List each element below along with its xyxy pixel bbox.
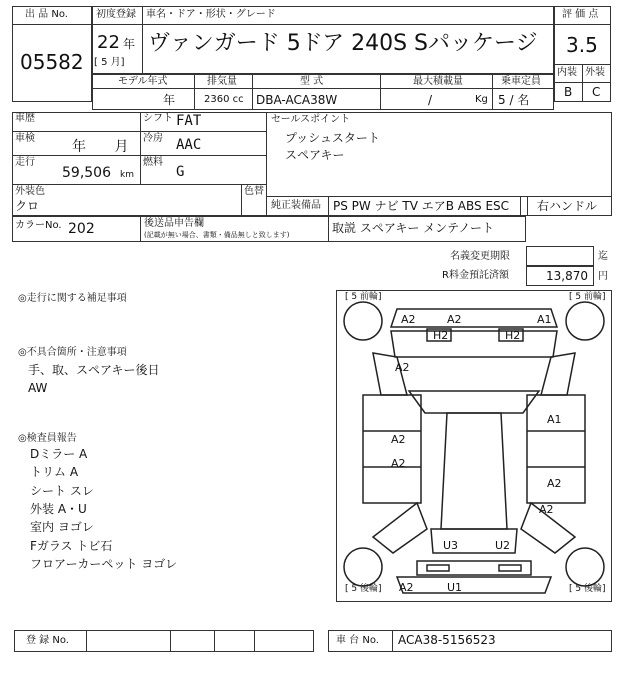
defect-1: 手、取、スペアキー後日: [28, 363, 160, 377]
type-label: 型 式: [300, 76, 324, 87]
mark-front-bumper-center: A2: [447, 313, 462, 326]
max-load-unit: Kg: [475, 94, 488, 105]
color-no-label: カラーNo.: [15, 220, 62, 231]
mark-headlight-right: H2: [505, 329, 521, 342]
mark-front-bumper-right: A1: [537, 313, 552, 326]
inspector-item-7: フロアーカーペット ヨゴレ: [30, 557, 178, 571]
shift-value: FAT: [176, 113, 202, 129]
max-load: /: [428, 93, 433, 107]
shift-label: シフト: [143, 113, 173, 124]
tire-front-left-label: [ 5 前輪]: [345, 292, 382, 302]
exterior-color-label: 外装色: [15, 186, 45, 197]
mark-rear-door-left: A2: [391, 457, 406, 470]
tire-front-right-label: [ 5 前輪]: [569, 292, 606, 302]
mileage-label: 走行: [15, 157, 35, 168]
mark-rear-glass-right: U2: [495, 539, 511, 552]
docs-value: 取説 スペアキー メンテノート: [332, 221, 494, 235]
name-change-field: [526, 246, 594, 266]
lot-number-label: 出 品 No.: [25, 9, 68, 20]
inspector-item-2: トリム A: [30, 465, 79, 479]
name-change-unit: 迄: [598, 251, 608, 262]
inspector-item-1: Dミラー A: [30, 447, 88, 461]
equipment-list: PS PW ナビ TV エアB ABS ESC: [333, 199, 510, 213]
registration-year: 22: [97, 32, 120, 53]
car-outline-svg: [337, 291, 611, 601]
displacement-label: 排気量: [207, 76, 237, 87]
interior-grade: B: [564, 85, 573, 99]
model-code: DBA-ACA38W: [256, 93, 338, 107]
model-year-unit: 年: [163, 93, 176, 107]
registration-no-label: 登 録 No.: [26, 635, 69, 646]
driving-notes-label: ◎走行に関する補足事項: [18, 293, 127, 304]
mark-front-bumper-left: A2: [401, 313, 416, 326]
mark-rear-fender-right: A2: [539, 503, 554, 516]
score-label: 評 価 点: [562, 9, 599, 20]
defect-2: AW: [28, 381, 48, 395]
registration-year-unit: 年: [123, 37, 136, 51]
ac-label: 冷房: [143, 133, 163, 144]
inspector-item-6: Fガラス トビ石: [30, 539, 113, 553]
damage-diagram: [336, 290, 612, 602]
recolor-label: 色替: [244, 186, 264, 197]
fuel-label: 燃料: [143, 157, 163, 168]
max-load-label: 最大積載量: [413, 76, 463, 87]
wheel-front-left: [344, 302, 382, 340]
mark-front-door-right: A1: [547, 413, 562, 426]
mark-rear-bumper-center: U1: [447, 581, 463, 594]
front-fender-left-shape: [373, 353, 407, 395]
mark-front-fender-left: A2: [395, 361, 410, 374]
chassis-no-label: 車 台 No.: [336, 635, 379, 646]
first-registration-label: 初度登録: [96, 9, 136, 20]
sales-point-1: プッシュスタート: [285, 131, 380, 145]
car-name-label: 車名・ドア・形状・グレード: [146, 9, 276, 20]
mileage-unit: km: [120, 170, 134, 180]
equipment-label: 純正装備品: [271, 200, 321, 211]
defects-label: ◎不具合箇所・注意事項: [18, 347, 127, 358]
recycle-label: R料金預託済額: [442, 270, 509, 281]
capacity: 5 / 名: [498, 93, 530, 107]
mark-rear-door-right: A2: [547, 477, 562, 490]
docs-note: (記載が無い場合、書類・備品無しと致します): [144, 231, 290, 239]
wheel-front-right: [566, 302, 604, 340]
wheel-rear-right: [566, 548, 604, 586]
mark-front-door-left: A2: [391, 433, 406, 446]
sales-point-label: セールスポイント: [271, 114, 351, 125]
recycle-amount: 13,870: [546, 269, 588, 283]
docs-label: 後送品申告欄: [144, 218, 204, 229]
mark-rear-bumper-left: A2: [399, 581, 414, 594]
capacity-label: 乗車定員: [501, 76, 541, 87]
fuel-value: G: [176, 164, 185, 180]
mileage-value: 59,506: [62, 165, 111, 181]
inspector-report-label: ◎検査員報告: [18, 433, 77, 444]
wheel-rear-left: [344, 548, 382, 586]
ac-value: AAC: [176, 137, 202, 153]
tire-rear-left-label: [ 5 後輪]: [345, 584, 382, 594]
lot-number: 05582: [20, 50, 84, 74]
tire-rear-right-label: [ 5 後輪]: [569, 584, 606, 594]
inspection-value: 年 月: [72, 139, 129, 155]
history-label: 車歴: [15, 113, 35, 124]
model-year-label: モデル年式: [118, 76, 168, 87]
exterior-label: 外装: [585, 67, 605, 78]
car-name: ヴァンガード 5ドア 240S Sパッケージ: [148, 31, 538, 56]
registration-month: [ 5 月]: [94, 57, 125, 68]
chassis-no: ACA38-5156523: [398, 633, 496, 647]
inspection-label: 車検: [15, 133, 35, 144]
mark-rear-glass-left: U3: [443, 539, 459, 552]
exterior-grade: C: [592, 85, 601, 99]
sales-point-2: スペアキー: [285, 148, 345, 162]
mark-headlight-left: H2: [433, 329, 449, 342]
color-no: 202: [68, 221, 95, 237]
exterior-color: クロ: [15, 199, 40, 213]
front-bumper-shape: [391, 309, 557, 327]
inspector-item-4: 外装 A・U: [30, 502, 87, 516]
inspector-item-3: シート スレ: [30, 484, 94, 498]
inspector-item-5: 室内 ヨゴレ: [30, 520, 94, 534]
displacement: 2360 cc: [204, 94, 244, 105]
name-change-label: 名義変更期限: [450, 251, 510, 262]
score-value: 3.5: [566, 33, 598, 57]
recycle-yen: 円: [598, 271, 608, 282]
steering-side: 右ハンドル: [537, 199, 598, 213]
interior-label: 内装: [557, 67, 577, 78]
